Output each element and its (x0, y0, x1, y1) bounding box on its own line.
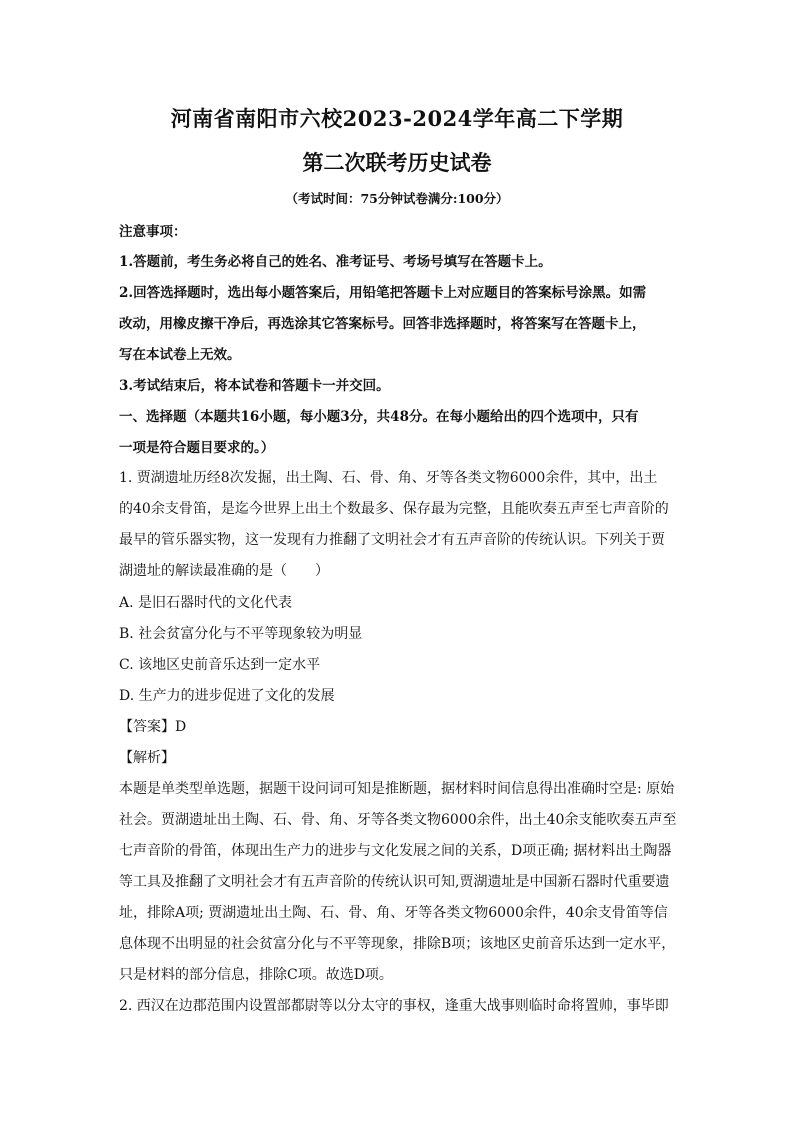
section-heading-line1: 一、选择题（本题共16小题，每小题3分，共48分。在每小题给出的四个选项中，只有 (119, 409, 639, 425)
question-2-stem-line1: 2. 西汉在边郡范围内设置部都尉等以分太守的事权，逢重大战事则临时命将置帅，事毕即 (119, 998, 669, 1014)
analysis-line-7: 只是材料的部分信息，排除C项。故选D项。 (119, 967, 393, 983)
question-1-stem-line4: 湖遗址的解读最准确的是（ ） (119, 563, 329, 579)
exam-title-line2: 第二次联考历史试卷 (302, 150, 492, 175)
question-1-option-b: B. 社会贫富分化与不平等现象较为明显 (119, 626, 363, 642)
analysis-line-2: 社会。贾湖遗址出土陶、石、骨、角、牙等各类文物6000余件，出土40余支能吹奏五声至 (119, 812, 677, 828)
notice-item-2-line1: 2.回答选择题时，选出每小题答案后，用铅笔把答题卡上对应题目的答案标号涂黑。如需 (119, 285, 647, 301)
analysis-line-1: 本题是单类型单选题，据题干设问词可知是推断题，据材料时间信息得出准确时空是: 原始 (119, 781, 675, 797)
question-1-option-a: A. 是旧石器时代的文化代表 (119, 595, 293, 611)
question-1-stem-line1: 1. 贾湖遗址历经8次发掘，出土陶、石、骨、角、牙等各类文物6000余件，其中，出土 (119, 470, 658, 486)
notice-heading: 注意事项： (119, 224, 187, 240)
question-1-option-d: D. 生产力的进步促进了文化的发展 (119, 688, 335, 704)
analysis-line-4: 等工具及推翻了文明社会才有五声音阶的传统认识可知,贾湖遗址是中国新石器时代重要遗 (119, 874, 670, 890)
notice-item-2-line3: 写在本试卷上无效。 (119, 347, 241, 363)
question-1-stem-line3: 最早的管乐器实物，这一发现有力推翻了文明社会才有五声音阶的传统认识。下列关于贾 (119, 532, 665, 548)
analysis-line-6: 息体现不出明显的社会贫富分化与不平等现象，排除B项；该地区史前音乐达到一定水平， (119, 936, 676, 952)
question-1-stem-line2: 的40余支骨笛，是迄今世界上出土个数最多、保存最为完整，且能吹奏五声至七声音阶的 (119, 501, 669, 517)
exam-title-line1: 河南省南阳市六校2023-2024学年高二下学期 (170, 106, 624, 131)
section-heading-line2: 一项是符合题目要求的。） (119, 440, 275, 456)
notice-item-3: 3.考试结束后，将本试卷和答题卡一并交回。 (119, 378, 390, 394)
notice-item-1: 1.答题前，考生务必将自己的姓名、准考证号、考场号填写在答题卡上。 (119, 254, 552, 270)
question-1-analysis-heading: 【解析】 (119, 750, 175, 766)
question-1-answer: 【答案】D (119, 719, 187, 735)
analysis-line-5: 址，排除A项; 贾湖遗址出土陶、石、骨、角、牙等各类文物6000余件，40余支骨笛等信 (119, 905, 668, 921)
analysis-line-3: 七声音阶的骨笛，体现出生产力的进步与文化发展之间的关系，D项正确; 据材料出土陶器 (119, 843, 672, 859)
question-1-option-c: C. 该地区史前音乐达到一定水平 (119, 657, 321, 673)
exam-subtitle: （考试时间：75分钟试卷满分:100分） (285, 191, 509, 206)
notice-item-2-line2: 改动，用橡皮擦干净后，再选涂其它答案标号。回答非选择题时，将答案写在答题卡上， (119, 316, 646, 332)
